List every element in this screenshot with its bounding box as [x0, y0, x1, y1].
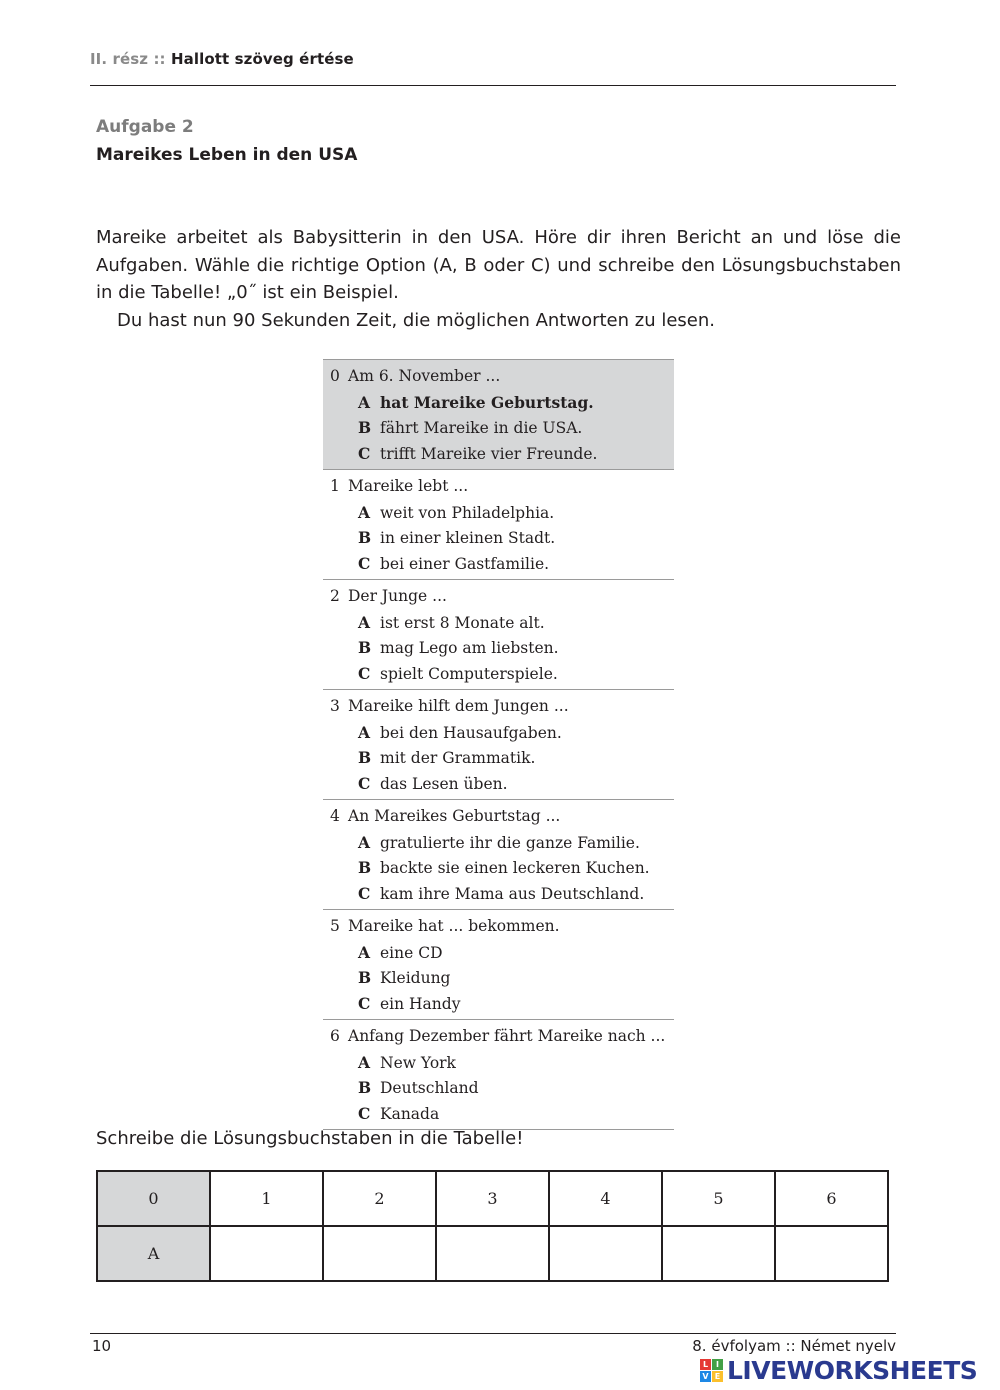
- task-label: Aufgabe 2: [96, 117, 194, 137]
- answer-input-cell-6[interactable]: [775, 1226, 888, 1281]
- section-header: [90, 50, 354, 68]
- logo-tile: V: [700, 1371, 711, 1382]
- option-letter: B: [358, 858, 372, 877]
- answer-input-cell-2[interactable]: [323, 1226, 436, 1281]
- footer-divider: [90, 1333, 896, 1334]
- option-c: [323, 771, 674, 797]
- question-text: Mareike lebt ...: [348, 477, 469, 495]
- option-letter: C: [358, 663, 371, 683]
- answer-table-answer-row: [97, 1226, 888, 1281]
- option-a: [323, 610, 674, 636]
- question-item-6: [323, 1020, 674, 1130]
- option-text: hat Mareike Geburtstag.: [380, 392, 594, 412]
- question-stem: [323, 914, 674, 940]
- page-number: 10: [92, 1337, 112, 1355]
- liveworksheets-logo-icon: [700, 1359, 723, 1382]
- option-letter: B: [358, 748, 372, 767]
- answer-header-cell: 4: [549, 1171, 662, 1226]
- question-text: Anfang Dezember fährt Mareike nach ...: [348, 1027, 666, 1045]
- option-letter: A: [358, 502, 371, 522]
- option-letter: C: [358, 773, 371, 793]
- answer-input-cell-1[interactable]: [210, 1226, 323, 1281]
- option-letter: A: [358, 722, 371, 742]
- option-letter: C: [358, 443, 371, 463]
- option-b: [323, 965, 674, 991]
- option-a: [323, 940, 674, 966]
- question-text: Am 6. November ...: [348, 367, 501, 385]
- question-stem: [323, 364, 674, 390]
- answer-input-cell-3[interactable]: [436, 1226, 549, 1281]
- question-item-4: [323, 800, 674, 910]
- question-number: 6: [330, 1027, 340, 1045]
- instructions-paragraph: Du hast nun 90 Sekunden Zeit, die möglichen Antworten zu lesen.: [117, 309, 715, 331]
- answer-input-cell-5[interactable]: [662, 1226, 775, 1281]
- section-separator: ::: [153, 50, 166, 68]
- option-text: eine CD: [380, 943, 443, 962]
- option-text: das Lesen üben.: [380, 774, 508, 793]
- option-letter: A: [358, 1052, 371, 1072]
- answer-table-header-row: [97, 1171, 888, 1226]
- option-letter: C: [358, 993, 371, 1013]
- option-text: Kleidung: [380, 969, 451, 987]
- option-text: Deutschland: [380, 1079, 479, 1097]
- option-a: [323, 720, 674, 746]
- question-number: 1: [330, 477, 340, 495]
- option-text: Kanada: [380, 1104, 440, 1123]
- logo-tile: L: [700, 1359, 711, 1370]
- option-b: [323, 415, 674, 441]
- option-letter: A: [358, 832, 371, 852]
- option-text: in einer kleinen Stadt.: [380, 529, 556, 547]
- option-b: [323, 745, 674, 771]
- option-c: [323, 661, 674, 687]
- question-item-0: [323, 359, 674, 470]
- question-item-5: [323, 910, 674, 1020]
- question-text: Mareike hilft dem Jungen ...: [348, 697, 569, 715]
- option-text: weit von Philadelphia.: [380, 503, 555, 522]
- option-text: ein Handy: [380, 994, 461, 1013]
- option-letter: B: [358, 418, 372, 437]
- question-stem: [323, 694, 674, 720]
- option-letter: B: [358, 1078, 372, 1097]
- option-a: [323, 1050, 674, 1076]
- option-letter: A: [358, 942, 371, 962]
- option-c: [323, 991, 674, 1017]
- option-text: spielt Computerspiele.: [380, 664, 558, 683]
- option-letter: C: [358, 883, 371, 903]
- instructions: [96, 224, 901, 334]
- option-text: kam ihre Mama aus Deutschland.: [380, 884, 645, 903]
- option-b: [323, 525, 674, 551]
- question-number: 2: [330, 587, 340, 605]
- option-text: ist erst 8 Monate alt.: [380, 613, 545, 632]
- option-a: [323, 500, 674, 526]
- liveworksheets-wordmark: LIVEWORKSHEETS: [727, 1355, 978, 1385]
- section-title: Hallott szöveg értése: [170, 50, 354, 68]
- question-item-1: [323, 470, 674, 580]
- question-stem: [323, 584, 674, 610]
- option-c: [323, 881, 674, 907]
- logo-tile: I: [712, 1359, 723, 1370]
- option-text: bei einer Gastfamilie.: [380, 554, 550, 573]
- option-letter: A: [358, 612, 371, 632]
- liveworksheets-watermark: [700, 1356, 977, 1384]
- answer-input-cell-4[interactable]: [549, 1226, 662, 1281]
- option-letter: C: [358, 553, 371, 573]
- question-number: 4: [330, 807, 340, 825]
- option-c: [323, 551, 674, 577]
- option-b: [323, 855, 674, 881]
- question-number: 3: [330, 697, 340, 715]
- option-a: [323, 390, 674, 416]
- question-list: [323, 359, 674, 1130]
- question-item-2: [323, 580, 674, 690]
- answer-table: [96, 1170, 889, 1282]
- option-text: gratulierte ihr die ganze Familie.: [380, 833, 640, 852]
- option-text: bei den Hausaufgaben.: [380, 723, 562, 742]
- option-text: backte sie einen leckeren Kuchen.: [380, 859, 650, 877]
- answer-example-cell: A: [97, 1226, 210, 1281]
- option-letter: A: [358, 392, 371, 412]
- option-b: [323, 635, 674, 661]
- option-c: [323, 1101, 674, 1127]
- option-text: fährt Mareike in die USA.: [380, 419, 583, 437]
- question-text: Mareike hat ... bekommen.: [348, 917, 560, 935]
- question-text: Der Junge ...: [348, 587, 447, 605]
- option-text: trifft Mareike vier Freunde.: [380, 444, 598, 463]
- option-letter: B: [358, 968, 372, 987]
- question-number: 5: [330, 917, 340, 935]
- option-letter: B: [358, 638, 372, 657]
- question-stem: [323, 1024, 674, 1050]
- option-letter: C: [358, 1103, 371, 1123]
- question-number: 0: [330, 367, 340, 385]
- answer-header-cell: 0: [97, 1171, 210, 1226]
- logo-tile: E: [712, 1371, 723, 1382]
- option-c: [323, 441, 674, 467]
- question-stem: [323, 474, 674, 500]
- answer-header-cell: 2: [323, 1171, 436, 1226]
- instructions-paragraph: Mareike arbeitet als Babysitterin in den USA. Höre dir ihren Bericht an und löse die Aufgaben. Wähle die richtige Option (A, B oder C) und schreibe den Lösungsbuchstaben in die Tabelle! „0˝ ist ein Beispiel.: [96, 227, 901, 303]
- answer-table-caption: Schreibe die Lösungsbuchstaben in die Tabelle!: [96, 1128, 524, 1149]
- answer-header-cell: 6: [775, 1171, 888, 1226]
- question-item-3: [323, 690, 674, 800]
- option-text: mit der Grammatik.: [380, 749, 536, 767]
- answer-header-cell: 5: [662, 1171, 775, 1226]
- header-divider: [90, 85, 896, 86]
- answer-header-cell: 3: [436, 1171, 549, 1226]
- option-b: [323, 1075, 674, 1101]
- answer-header-cell: 1: [210, 1171, 323, 1226]
- option-letter: B: [358, 528, 372, 547]
- option-a: [323, 830, 674, 856]
- question-stem: [323, 804, 674, 830]
- section-part: II. rész: [90, 50, 149, 68]
- task-title: Mareikes Leben in den USA: [96, 145, 358, 165]
- footer-course-label: 8. évfolyam :: Német nyelv: [692, 1337, 896, 1355]
- question-text: An Mareikes Geburtstag ...: [348, 807, 561, 825]
- option-text: mag Lego am liebsten.: [380, 639, 559, 657]
- option-text: New York: [380, 1053, 456, 1072]
